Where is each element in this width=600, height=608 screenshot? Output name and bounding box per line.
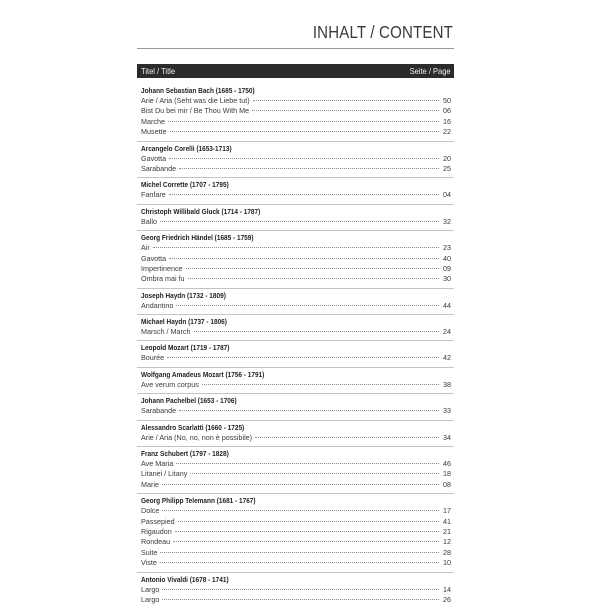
- composer-group: [137, 394, 454, 420]
- entry-title: Sarabande: [141, 163, 177, 173]
- dot-leader: [179, 168, 439, 169]
- toc-entry: [141, 164, 454, 174]
- dot-leader: [169, 194, 439, 195]
- entry-page-number: 32: [443, 216, 451, 226]
- toc-entry: [141, 527, 454, 537]
- entry-title: Marsch / March: [141, 327, 191, 337]
- entry-title: Fanfare: [141, 190, 166, 200]
- entry-title: Air: [141, 243, 150, 253]
- composer-group: [137, 341, 454, 367]
- entry-title: Gavotta: [141, 253, 167, 263]
- toc-entry: [141, 254, 454, 264]
- composer-group: [137, 84, 454, 142]
- dot-leader: [160, 562, 439, 563]
- toc-entry: [141, 106, 454, 116]
- dot-leader: [169, 258, 439, 259]
- entry-page-number: 25: [443, 163, 451, 173]
- toc-entry: [141, 537, 454, 547]
- toc-entry: [141, 459, 454, 469]
- toc-entry: [141, 558, 454, 568]
- entry-title: Bourée: [141, 353, 165, 363]
- composer-name: Johann Pachelbel (1653 - 1706): [141, 396, 237, 406]
- composer-name: Alessandro Scarlatti (1660 - 1725): [141, 422, 245, 432]
- entry-page-number: 16: [443, 116, 451, 126]
- dot-leader: [188, 278, 439, 279]
- toc-entry: [141, 190, 454, 200]
- dot-leader: [190, 473, 439, 474]
- entry-page-number: 30: [443, 274, 451, 284]
- header-page-label: Seite / Page: [409, 66, 451, 76]
- dot-leader: [186, 268, 439, 269]
- composer-group: [137, 573, 454, 608]
- dot-leader: [202, 384, 439, 385]
- composer-name: Michael Haydn (1737 - 1806): [141, 317, 227, 327]
- dot-leader: [194, 331, 439, 332]
- entry-page-number: 10: [443, 558, 451, 568]
- composer-group: [137, 289, 454, 315]
- composer-name: Joseph Haydn (1732 - 1809): [141, 290, 226, 300]
- toc-entry: [141, 327, 454, 337]
- entry-title: Arie / Aria (No, no, non è possibile): [141, 432, 253, 442]
- dot-leader: [169, 158, 439, 159]
- composer-name: Michel Corrette (1707 - 1795): [141, 180, 229, 190]
- dot-leader: [160, 221, 439, 222]
- entry-page-number: 46: [443, 459, 451, 469]
- title-divider: [137, 48, 454, 49]
- toc-entry: [141, 217, 454, 227]
- toc-entry: [141, 96, 454, 106]
- entry-title: Gavotta: [141, 153, 167, 163]
- entry-title: Musette: [141, 127, 167, 137]
- entry-page-number: 04: [443, 190, 451, 200]
- composer-name: Wolfgang Amadeus Mozart (1756 - 1791): [141, 369, 265, 379]
- entry-title: Suite: [141, 547, 158, 557]
- composer-group: [137, 447, 454, 494]
- entry-title: Rigaudon: [141, 526, 172, 536]
- entry-page-number: 34: [443, 432, 451, 442]
- dot-leader: [175, 531, 439, 532]
- dot-leader: [176, 305, 439, 306]
- composer-name: Leopold Mozart (1719 - 1787): [141, 343, 230, 353]
- entry-page-number: 28: [443, 547, 451, 557]
- composer-group: [137, 368, 454, 394]
- entry-title: Andantino: [141, 300, 174, 310]
- table-of-contents: [137, 64, 454, 608]
- entry-title: Ballo: [141, 216, 157, 226]
- composer-group: [137, 178, 454, 204]
- entry-title: Ave Maria: [141, 459, 174, 469]
- dot-leader: [162, 510, 439, 511]
- entry-page-number: 06: [443, 106, 451, 116]
- entry-page-number: 42: [443, 353, 451, 363]
- entry-page-number: 17: [443, 506, 451, 516]
- entry-page-number: 33: [443, 406, 451, 416]
- dot-leader: [173, 541, 439, 542]
- toc-entry: [141, 595, 454, 605]
- toc-entry: [141, 480, 454, 490]
- entry-title: Sarabande: [141, 406, 177, 416]
- composer-group: [137, 315, 454, 341]
- composer-name: Arcangelo Corelli (1653-1713): [141, 143, 232, 153]
- entry-page-number: 26: [443, 594, 451, 604]
- dot-leader: [179, 410, 439, 411]
- composer-name: Christoph Willibald Gluck (1714 - 1787): [141, 206, 261, 216]
- entry-page-number: 22: [443, 127, 451, 137]
- toc-entry: [141, 243, 454, 253]
- dot-leader: [168, 121, 439, 122]
- dot-leader: [162, 484, 439, 485]
- composer-group: [137, 205, 454, 231]
- entry-page-number: 12: [443, 537, 451, 547]
- toc-entry: [141, 585, 454, 595]
- entry-title: Ombra mai fu: [141, 274, 185, 284]
- dot-leader: [178, 521, 439, 522]
- toc-entry: [141, 548, 454, 558]
- dot-leader: [176, 463, 439, 464]
- composer-name: Johann Sebastian Bach (1685 - 1750): [141, 86, 255, 95]
- toc-entry: [141, 264, 454, 274]
- entry-page-number: 18: [443, 469, 451, 479]
- entry-page-number: 41: [443, 516, 451, 526]
- dot-leader: [153, 247, 439, 248]
- entry-page-number: 21: [443, 526, 451, 536]
- entry-page-number: 50: [443, 96, 451, 105]
- dot-leader: [170, 131, 439, 132]
- entry-page-number: 38: [443, 379, 451, 389]
- entry-page-number: 14: [443, 584, 451, 594]
- entry-title: Impertinence: [141, 263, 183, 273]
- toc-entry: [141, 406, 454, 416]
- toc-entry: [141, 154, 454, 164]
- composer-group: [137, 494, 454, 572]
- composer-group: [137, 231, 454, 289]
- dot-leader: [255, 437, 439, 438]
- toc-entry: [141, 117, 454, 127]
- entry-title: Passepied: [141, 516, 175, 526]
- composer-name: Franz Schubert (1797 - 1828): [141, 449, 229, 459]
- composer-name: Georg Philipp Telemann (1681 - 1767): [141, 496, 256, 506]
- entry-page-number: 09: [443, 263, 451, 273]
- entry-title: Viste: [141, 558, 157, 568]
- toc-entry: [141, 506, 454, 516]
- entry-page-number: 23: [443, 243, 451, 253]
- entry-title: Arie / Aria (Seht was die Liebe tut): [141, 96, 250, 105]
- toc-header: [137, 64, 454, 78]
- toc-entry: [141, 433, 454, 443]
- entry-title: Rondeau: [141, 537, 171, 547]
- composer-groups: [137, 78, 454, 608]
- page-title: INHALT / CONTENT: [312, 22, 453, 42]
- entry-title: Marie: [141, 479, 159, 489]
- dot-leader: [160, 552, 439, 553]
- dot-leader: [253, 100, 439, 101]
- dot-leader: [162, 589, 439, 590]
- entry-page-number: 20: [443, 153, 451, 163]
- entry-page-number: 08: [443, 479, 451, 489]
- entry-title: Litanei / Litany: [141, 469, 188, 479]
- dot-leader: [252, 110, 439, 111]
- toc-entry: [141, 274, 454, 284]
- entry-page-number: 40: [443, 253, 451, 263]
- toc-entry: [141, 301, 454, 311]
- toc-entry: [141, 380, 454, 390]
- entry-title: Bist Du bei mir / Be Thou With Me: [141, 106, 250, 116]
- entry-title: Largo: [141, 594, 160, 604]
- entry-title: Largo: [141, 584, 160, 594]
- composer-group: [137, 421, 454, 447]
- composer-name: Georg Friedrich Händel (1685 - 1759): [141, 233, 254, 243]
- entry-page-number: 24: [443, 327, 451, 337]
- entry-page-number: 44: [443, 300, 451, 310]
- entry-title: Ave verum corpus: [141, 379, 199, 389]
- entry-title: Marche: [141, 116, 165, 126]
- composer-name: Antonio Vivaldi (1678 - 1741): [141, 574, 229, 584]
- toc-entry: [141, 517, 454, 527]
- toc-entry: [141, 127, 454, 137]
- dot-leader: [167, 357, 439, 358]
- header-title-label: Titel / Title: [141, 66, 176, 76]
- toc-entry: [141, 469, 454, 479]
- composer-group: [137, 142, 454, 179]
- toc-entry: [141, 353, 454, 363]
- entry-title: Dolce: [141, 506, 160, 516]
